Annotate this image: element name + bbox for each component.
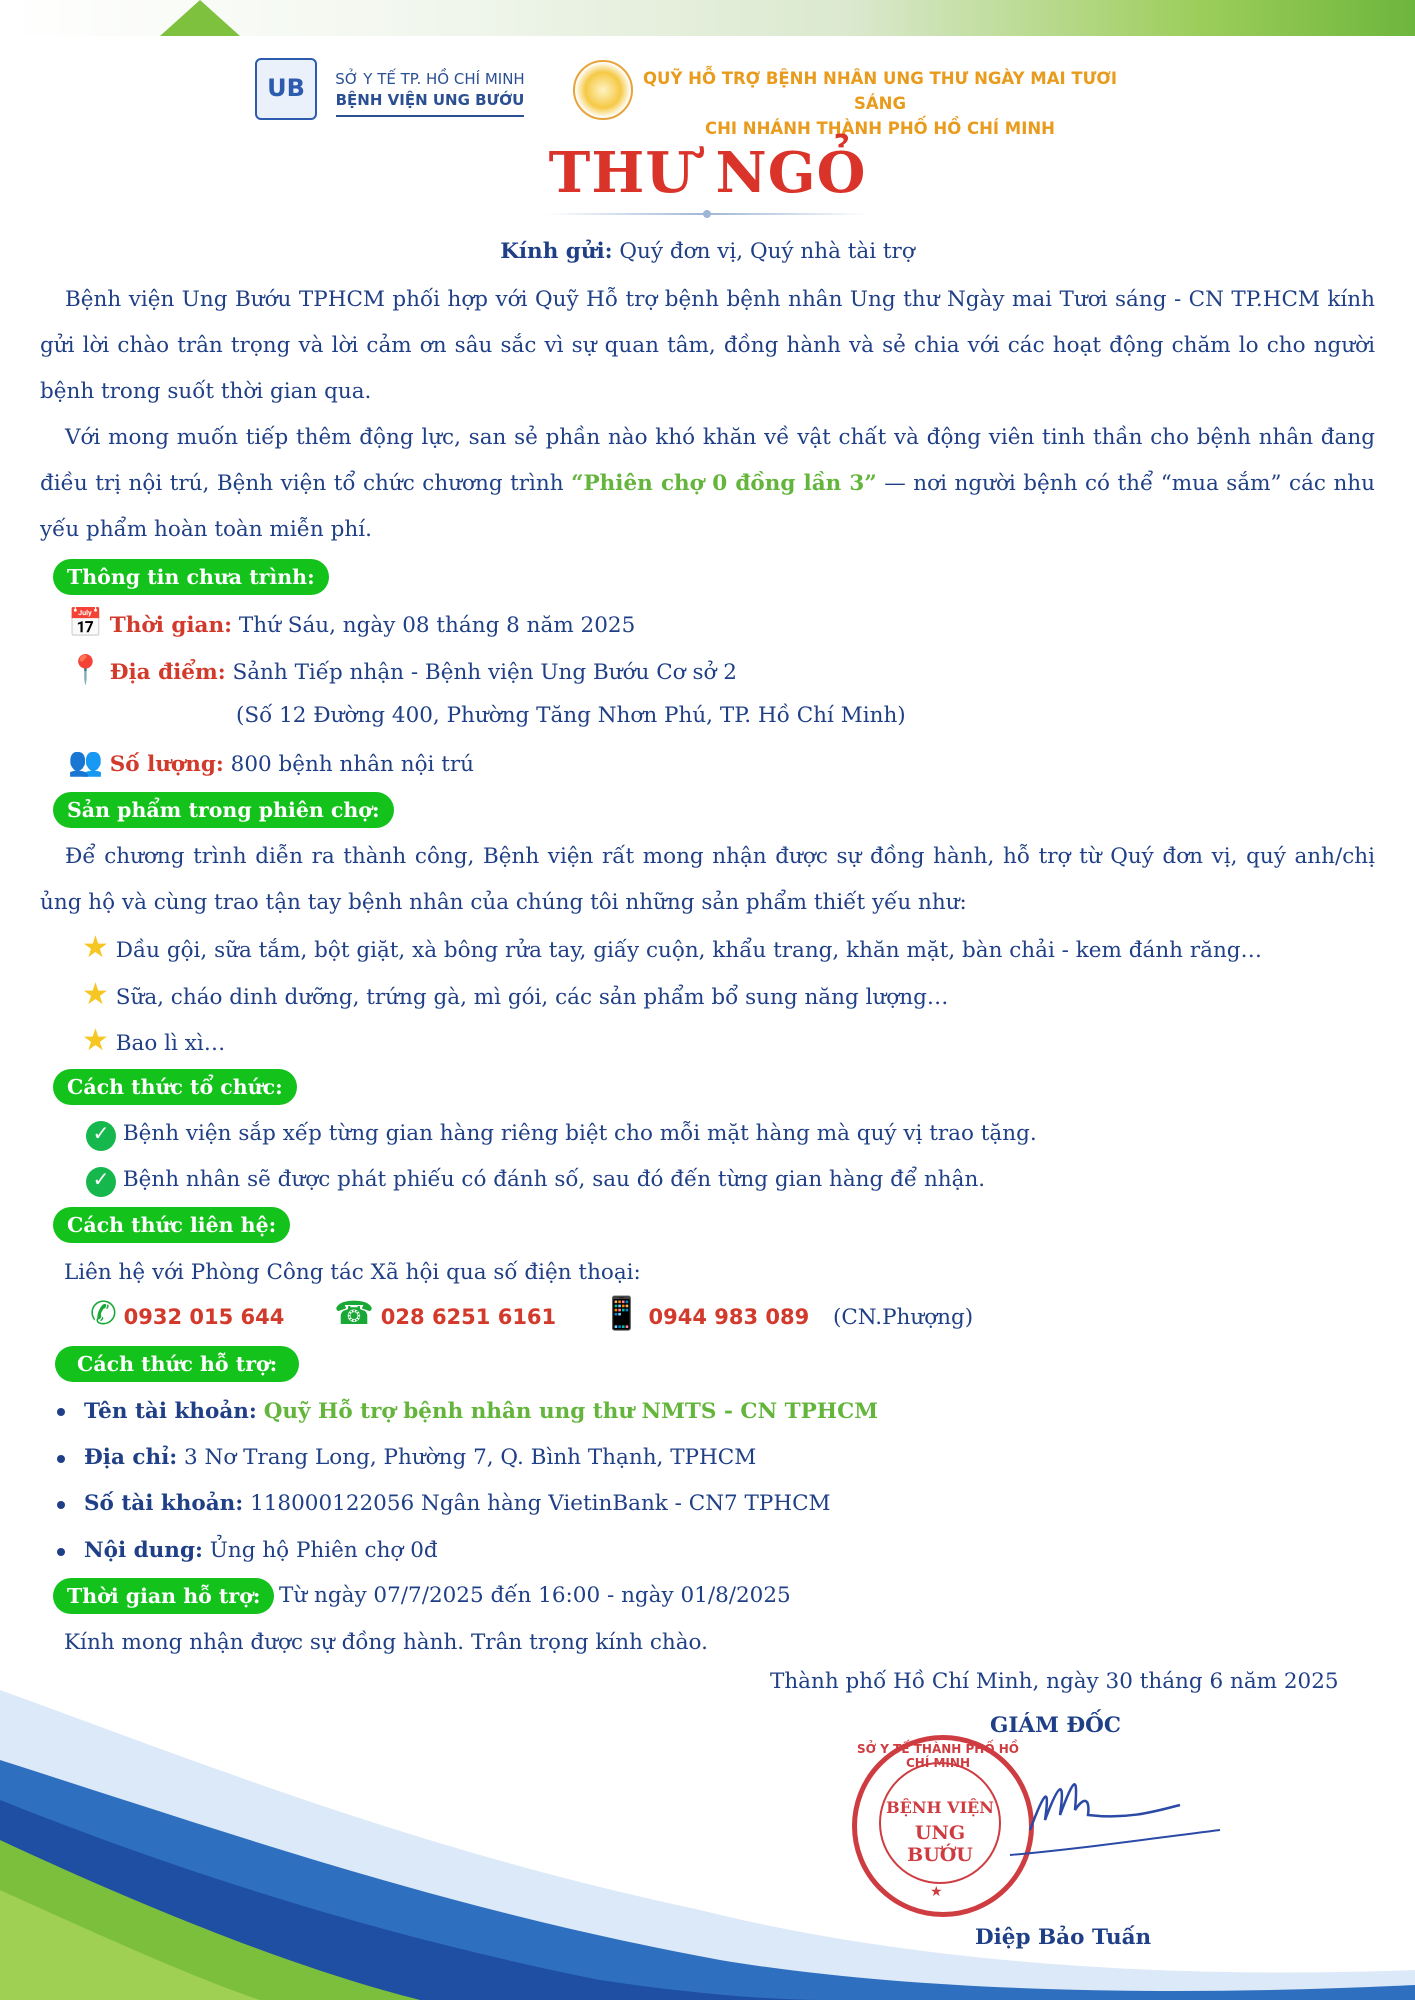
bullet bbox=[57, 1455, 65, 1463]
map-pin-icon: 📍 bbox=[68, 653, 103, 686]
quantity-label: Số lượng: bbox=[109, 752, 224, 777]
paragraph-program bbox=[40, 415, 1375, 553]
product-item-text: Sữa, cháo dinh dưỡng, trứng gà, mì gói, các sản phẩm bổ sung năng lượng… bbox=[115, 985, 949, 1010]
people-icon: 👥 bbox=[68, 745, 103, 778]
info-quantity bbox=[68, 744, 474, 783]
star-icon: ★ bbox=[82, 977, 109, 1012]
address-label: Địa chỉ: bbox=[84, 1445, 178, 1470]
time-value: Thứ Sáu, ngày 08 tháng 8 năm 2025 bbox=[232, 613, 636, 638]
content-value: Ủng hộ Phiên chợ 0đ bbox=[202, 1538, 438, 1563]
title-divider-dot bbox=[703, 210, 711, 218]
info-time bbox=[68, 605, 635, 644]
hospital-logo: UB bbox=[255, 58, 317, 120]
desk-phone-icon: ☎ bbox=[334, 1294, 374, 1332]
contact-intro: Liên hệ với Phòng Công tác Xã hội qua số điện thoại: bbox=[64, 1260, 641, 1285]
product-item bbox=[82, 930, 1262, 969]
support-content bbox=[84, 1533, 438, 1569]
account-name-value: Quỹ Hỗ trợ bệnh nhân ung thư NMTS - CN TPHCM bbox=[263, 1399, 878, 1424]
decor-triangle bbox=[160, 0, 240, 36]
product-item bbox=[82, 977, 948, 1016]
time-label: Thời gian: bbox=[109, 613, 233, 638]
department-name: SỞ Y TẾ TP. HỒ CHÍ MINH bbox=[335, 70, 525, 88]
paragraph-program-text: Với mong muốn tiếp thêm động lực, san sẻ phần nào khó khăn về vật chất và động viên tinh thần cho bệnh nhân đang điều trị nội trú, Bệnh viện tổ chức chương trình bbox=[40, 425, 1375, 496]
greeting-label: Kính gửi: bbox=[500, 239, 613, 264]
signer-title: GIÁM ĐỐC bbox=[990, 1713, 1122, 1738]
bullet bbox=[57, 1408, 65, 1416]
product-item-text: Bao lì xì… bbox=[115, 1031, 226, 1056]
check-circle-icon: ✓ bbox=[86, 1121, 116, 1151]
contact-phones bbox=[90, 1293, 973, 1338]
date-line: Thành phố Hồ Chí Minh, ngày 30 tháng 6 năm 2025 bbox=[770, 1669, 1339, 1694]
address-value: 3 Nơ Trang Long, Phường 7, Q. Bình Thạnh, TPHCM bbox=[177, 1445, 757, 1470]
signature bbox=[990, 1760, 1230, 1880]
bullet bbox=[57, 1548, 65, 1556]
section-heading-organize: Cách thức tổ chức: bbox=[53, 1069, 297, 1105]
seal-inner bbox=[879, 1762, 1001, 1884]
organize-item-text: Bệnh nhân sẽ được phát phiếu có đánh số, sau đó đến từng gian hàng để nhận. bbox=[122, 1167, 986, 1192]
quantity-value: 800 bệnh nhân nội trú bbox=[223, 752, 474, 777]
hospital-name: BỆNH VIỆN UNG BƯỚU bbox=[336, 91, 525, 117]
support-address bbox=[84, 1440, 756, 1476]
calendar-icon: 📅 bbox=[68, 606, 103, 639]
products-intro: Để chương trình diễn ra thành công, Bệnh viện rất mong nhận được sự đồng hành, hỗ trợ từ Quý đơn vị, quý anh/chị ủng hộ và cùng trao tận tay bệnh nhân của chúng tôi những sản phẩm thiết yếu như: bbox=[40, 844, 1375, 915]
greeting bbox=[40, 229, 1375, 275]
organize-item-text: Bệnh viện sắp xếp từng gian hàng riêng biệt cho mỗi mặt hàng mà quý vị trao tặng. bbox=[122, 1121, 1037, 1146]
product-item-text: Dầu gội, sữa tắm, bột giặt, xà bông rửa tay, giấy cuộn, khẩu trang, khăn mặt, bàn chải - kem đánh răng… bbox=[115, 938, 1263, 963]
account-name-label: Tên tài khoản: bbox=[84, 1399, 257, 1424]
star-icon: ★ bbox=[82, 1023, 109, 1058]
page-title: THƯ NGỎ bbox=[548, 140, 867, 206]
mobile-phone-icon: 📱 bbox=[601, 1294, 642, 1332]
support-account-number bbox=[84, 1486, 831, 1522]
place-address: (Số 12 Đường 400, Phường Tăng Nhơn Phú, TP. Hồ Chí Minh) bbox=[236, 703, 906, 728]
section-heading-products: Sản phẩm trong phiên chợ: bbox=[53, 792, 394, 828]
bullet bbox=[57, 1501, 65, 1509]
section-heading-support: Cách thức hỗ trợ: bbox=[55, 1346, 299, 1382]
organize-item bbox=[86, 1162, 985, 1198]
fund-name: QUỸ HỖ TRỢ BỆNH NHÂN UNG THƯ NGÀY MAI TƯƠI SÁNG bbox=[643, 69, 1117, 113]
account-number-value: 118000122056 Ngân hàng VietinBank - CN7 TPHCM bbox=[243, 1491, 831, 1516]
phone-3-note: (CN.Phượng) bbox=[832, 1305, 974, 1330]
paragraph-intro: Bệnh viện Ung Bướu TPHCM phối hợp với Quỹ Hỗ trợ bệnh bệnh nhân Ung thư Ngày mai Tươi sáng - CN TP.HCM kính gửi lời chào trân trọng và lời cảm ơn sâu sắc vì sự quan tâm, đồng hành và sẻ chia với các hoạt động chăm lo cho người bệnh trong suốt thời gian qua. bbox=[40, 287, 1375, 404]
section-heading-support-time: Thời gian hỗ trợ: bbox=[53, 1578, 274, 1614]
section-heading-contact: Cách thức liên hệ: bbox=[53, 1207, 290, 1243]
check-circle-icon: ✓ bbox=[86, 1167, 116, 1197]
star-icon: ★ bbox=[82, 930, 109, 965]
fund-header bbox=[640, 66, 1120, 141]
section-heading-info: Thông tin chưa trình: bbox=[53, 559, 329, 595]
seal-ring-text: SỞ Y TẾ THÀNH PHỐ HỒ CHÍ MINH bbox=[857, 1742, 1019, 1770]
place-value: Sảnh Tiếp nhận - Bệnh viện Ung Bướu Cơ sở 2 bbox=[225, 660, 737, 685]
fund-branch: CHI NHÁNH THÀNH PHỐ HỒ CHÍ MINH bbox=[705, 119, 1055, 138]
account-number-label: Số tài khoản: bbox=[84, 1491, 244, 1516]
content-label: Nội dung: bbox=[84, 1538, 203, 1563]
paragraph-program-tail: — nơi người bệnh có thể “mua sắm” các nhu yếu phẩm hoàn toàn miễn phí. bbox=[40, 471, 1376, 542]
closing-text: Kính mong nhận được sự đồng hành. Trân trọng kính chào. bbox=[64, 1630, 708, 1655]
support-account-name bbox=[84, 1394, 878, 1430]
support-time-value: Từ ngày 07/7/2025 đến 16:00 - ngày 01/8/2025 bbox=[279, 1583, 791, 1608]
program-name: “Phiên chợ 0 đồng lần 3” bbox=[571, 471, 877, 496]
organize-item bbox=[86, 1116, 1037, 1152]
seal-line-2: UNG BƯỚU bbox=[907, 1822, 973, 1866]
place-label: Địa điểm: bbox=[109, 660, 226, 685]
product-item bbox=[82, 1023, 225, 1062]
signer-name: Diệp Bảo Tuấn bbox=[975, 1925, 1152, 1950]
hospital-header bbox=[330, 70, 530, 117]
fund-logo bbox=[573, 60, 633, 120]
info-place bbox=[68, 652, 737, 691]
phone-number-1[interactable]: 0932 015 644 bbox=[123, 1305, 285, 1329]
top-decor-band bbox=[0, 0, 1415, 36]
seal-star-icon: ★ bbox=[930, 1884, 943, 1900]
phone-number-3[interactable]: 0944 983 089 bbox=[648, 1305, 810, 1329]
greeting-text: Quý đơn vị, Quý nhà tài trợ bbox=[612, 239, 915, 264]
phone-number-2[interactable]: 028 6251 6161 bbox=[380, 1305, 557, 1329]
seal-line-1: BỆNH VIỆN bbox=[886, 1798, 994, 1817]
phone-icon: ✆ bbox=[90, 1294, 117, 1332]
